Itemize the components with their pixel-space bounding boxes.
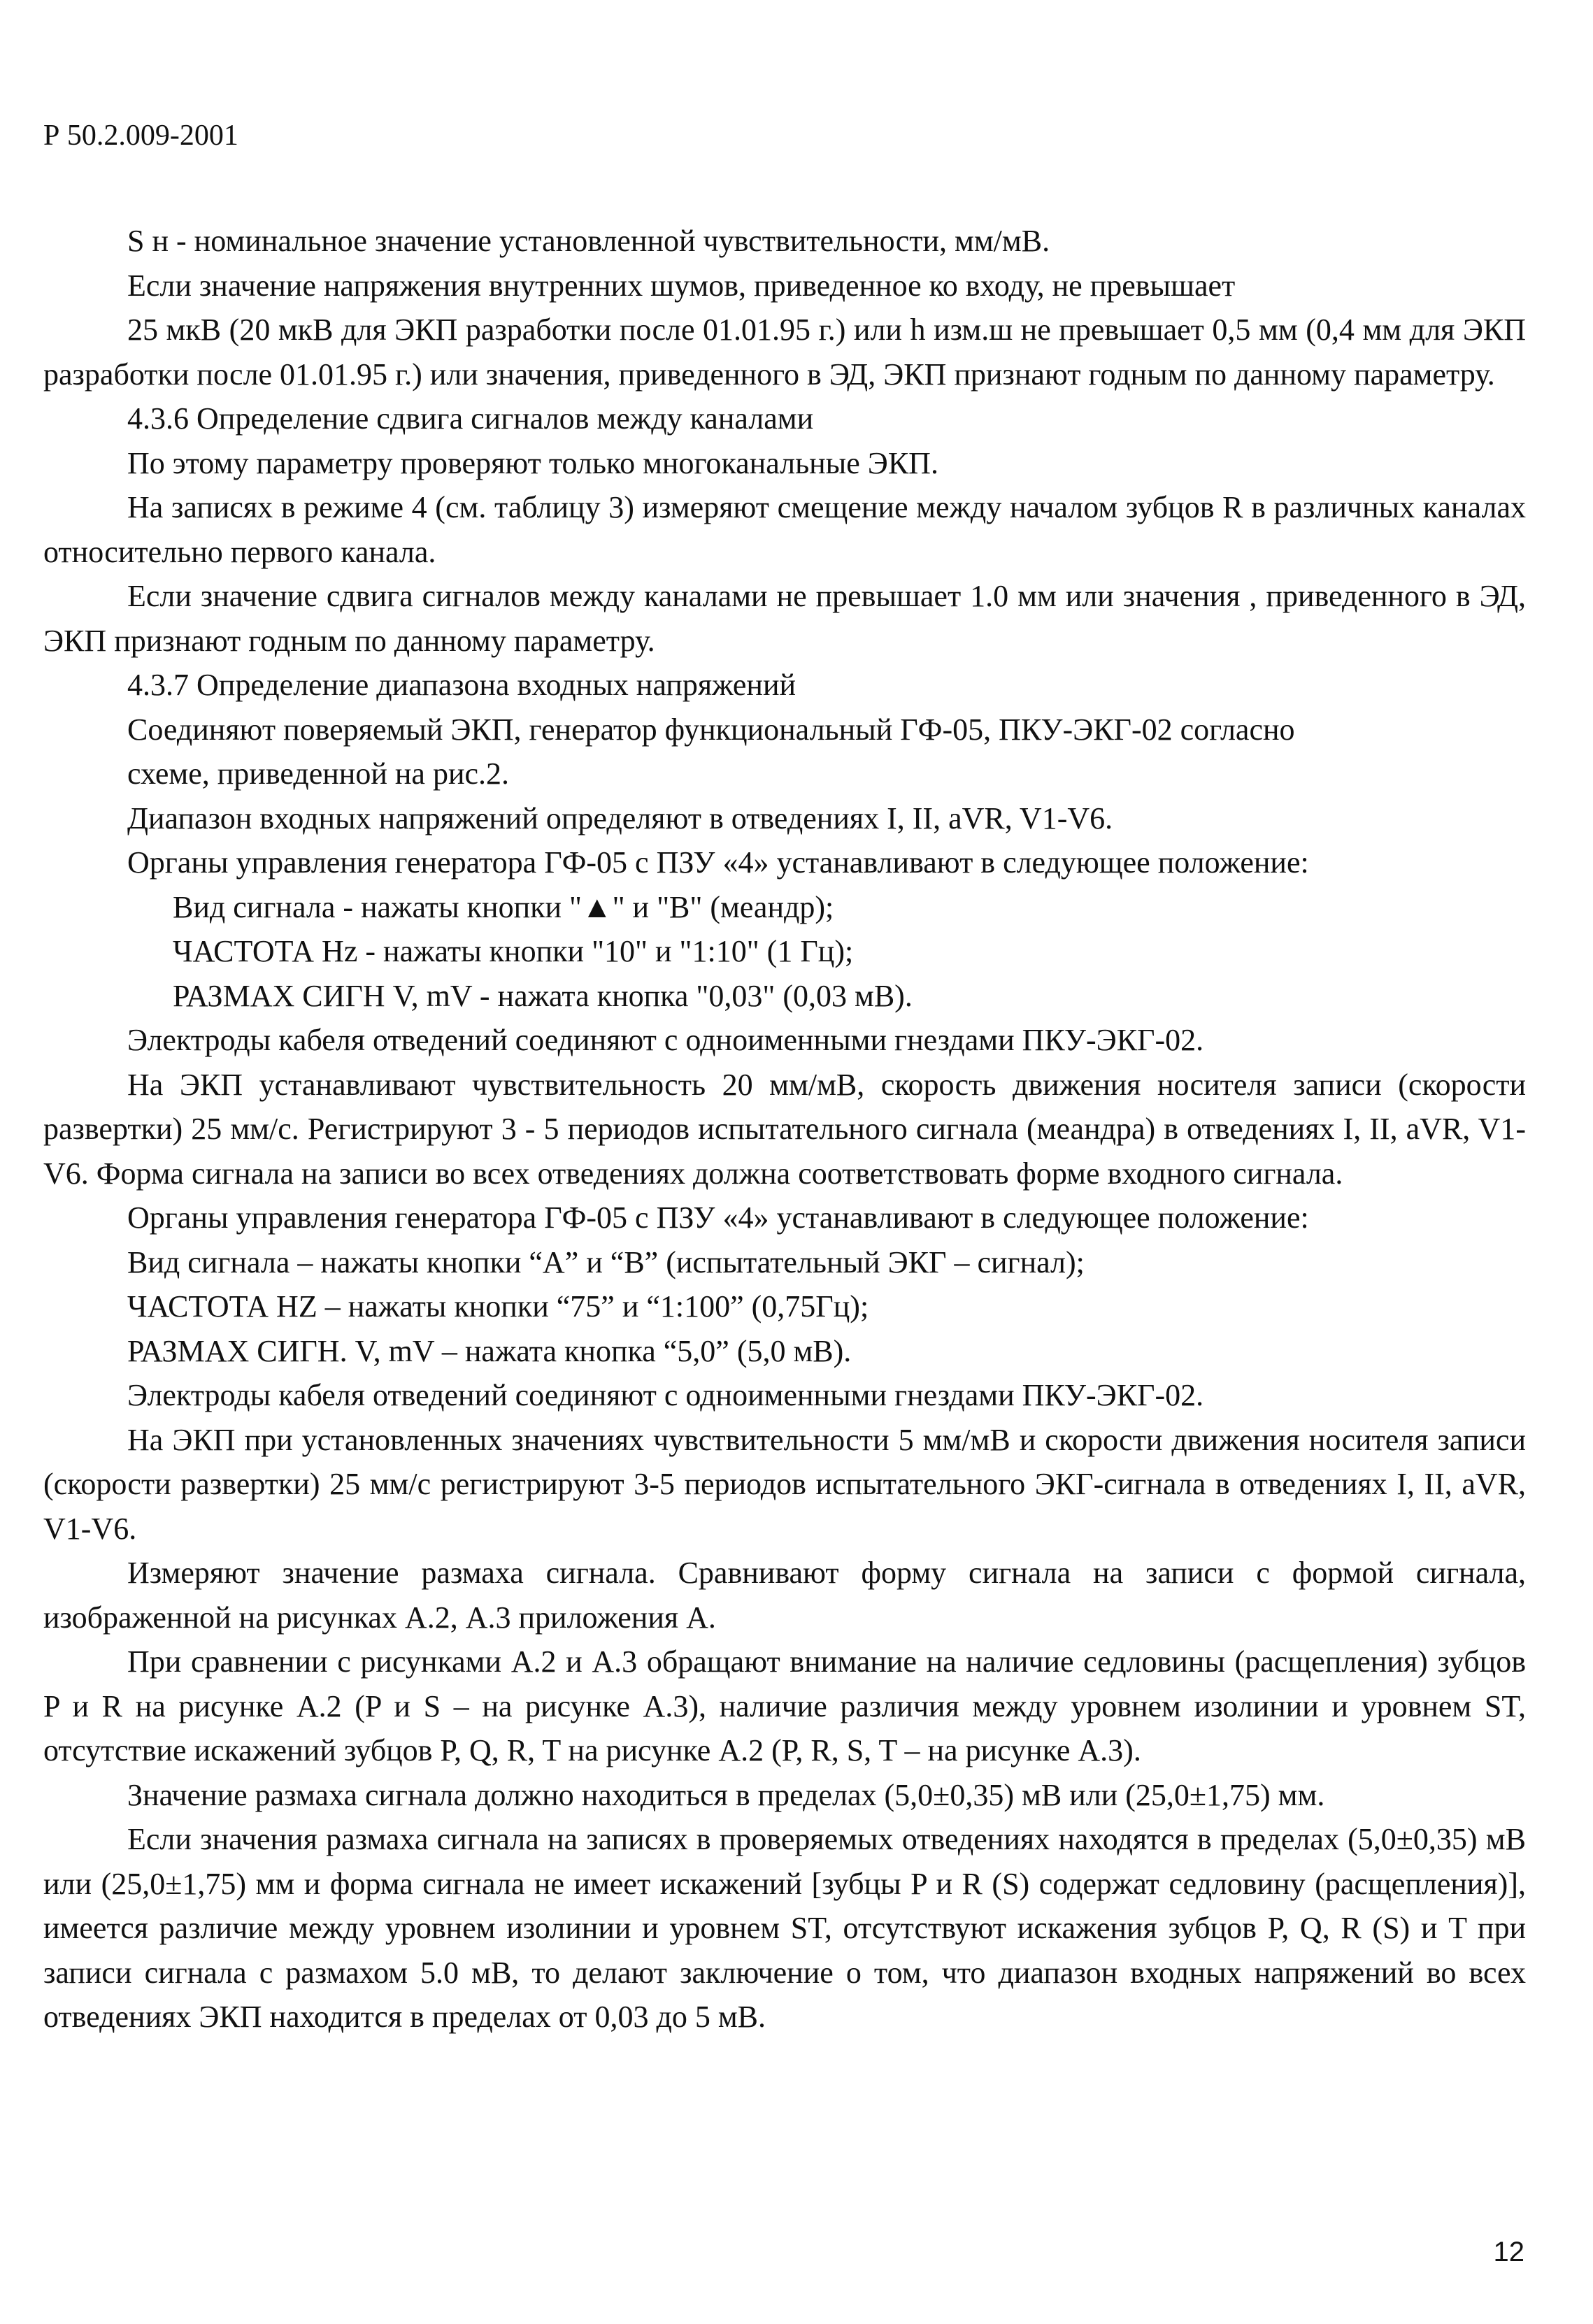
paragraph: Соединяют поверяемый ЭКП, генератор функциональный ГФ-05, ПКУ-ЭКГ-02 согласно — [127, 712, 1295, 747]
page-number: 12 — [1493, 2237, 1524, 2267]
body-text — [43, 219, 1526, 2039]
list-item: ЧАСТОТА Hz - нажаты кнопки "10" и "1:10" (1 Гц); — [173, 934, 854, 968]
list-item: ЧАСТОТА HZ – нажаты кнопки “75” и “1:100” (0,75Гц); — [127, 1289, 869, 1324]
paragraph: Если значение напряжения внутренних шумов, приведенное ко входу, не превышает — [127, 268, 1236, 303]
paragraph: При сравнении с рисунками А.2 и А.3 обращают внимание на наличие седловины (расщепления) зубцов P и R на рисунке А.2 (P и S – на рисунке А.3), наличие различия между уровнем изолинии и уровнем ST, отсутствие искажений зубцов P, Q, R, T на рисунке А.2 (P, R, S, T – на рисунке А.3). — [43, 1644, 1526, 1767]
paragraph: Органы управления генератора ГФ-05 с ПЗУ «4» устанавливают в следующее положение: — [127, 845, 1309, 880]
paragraph: На записях в режиме 4 (см. таблицу 3) измеряют смещение между началом зубцов R в различных каналах относительно первого канала. — [43, 490, 1526, 569]
paragraph: Диапазон входных напряжений определяют в отведениях I, II, aVR, V1-V6. — [127, 801, 1113, 835]
paragraph: Если значение сдвига сигналов между каналами не превышает 1.0 мм или значения , приведенного в ЭД, ЭКП признают годным по данному параметру. — [43, 579, 1526, 658]
paragraph: На ЭКП устанавливают чувствительность 20 мм/мВ, скорость движения носителя записи (скорости развертки) 25 мм/с. Регистрируют 3 - 5 периодов испытательного сигнала (меандра) в отведениях I, II, aVR, V1-V6. Форма сигнала на записи во всех отведениях должна соответствовать форме входного сигнала. — [43, 1067, 1526, 1191]
paragraph: 25 мкВ (20 мкВ для ЭКП разработки после 01.01.95 г.) или h изм.ш не превышает 0,5 мм (0,4 мм для ЭКП разработки после 01.01.95 г.) или значения, приведенного в ЭД, ЭКП признают годным по данному параметру. — [43, 313, 1526, 392]
paragraph: S н - номинальное значение установленной чувствительности, мм/мВ. — [127, 224, 1050, 258]
paragraph: Органы управления генератора ГФ-05 с ПЗУ «4» устанавливают в следующее положение: — [127, 1200, 1309, 1235]
paragraph: На ЭКП при установленных значениях чувствительности 5 мм/мВ и скорости движения носителя записи (скорости развертки) 25 мм/с регистрируют 3-5 периодов испытательного ЭКГ-сигнала в отведениях I, II, aVR, V1-V6. — [43, 1422, 1526, 1546]
paragraph: Если значения размаха сигнала на записях в проверяемых отведениях находятся в пределах (5,0±0,35) мВ или (25,0±1,75) мм и форма сигнала не имеет искажений [зубцы P и R (S) содержат седловину (расщепления)], имеется различие между уровнем изолинии и уровнем ST, отсутствуют искажения зубцов P, Q, R (S) и T при записи сигнала с размахом 5.0 мВ, то делают заключение о том, что диапазон входных напряжений во всех отведениях ЭКП находится в пределах от 0,03 до 5 мВ. — [43, 1822, 1526, 2034]
section-heading: 4.3.7 Определение диапазона входных напряжений — [127, 668, 796, 702]
list-item: РАЗМАХ СИГН V, mV - нажата кнопка "0,03" (0,03 мВ). — [173, 978, 913, 1013]
paragraph: схеме, приведенной на рис.2. — [127, 756, 510, 791]
document-code: Р 50.2.009-2001 — [43, 120, 238, 152]
list-item: РАЗМАХ СИГН. V, mV – нажата кнопка “5,0” (5,0 мВ). — [127, 1333, 852, 1368]
list-item: Вид сигнала - нажаты кнопки "▲" и "В" (меандр); — [173, 889, 834, 924]
section-heading: 4.3.6 Определение сдвига сигналов между каналами — [127, 401, 814, 436]
paragraph: По этому параметру проверяют только многоканальные ЭКП. — [127, 445, 938, 480]
paragraph: Значение размаха сигнала должно находиться в пределах (5,0±0,35) мВ или (25,0±1,75) мм. — [127, 1777, 1325, 1812]
list-item: Вид сигнала – нажаты кнопки “А” и “В” (испытательный ЭКГ – сигнал); — [127, 1245, 1085, 1279]
paragraph: Электроды кабеля отведений соединяют с одноименными гнездами ПКУ-ЭКГ-02. — [127, 1378, 1204, 1412]
paragraph: Измеряют значение размаха сигнала. Сравнивают форму сигнала на записи с формой сигнала, изображенной на рисунках А.2, А.3 приложения А. — [43, 1556, 1526, 1635]
paragraph: Электроды кабеля отведений соединяют с одноименными гнездами ПКУ-ЭКГ-02. — [127, 1023, 1204, 1057]
